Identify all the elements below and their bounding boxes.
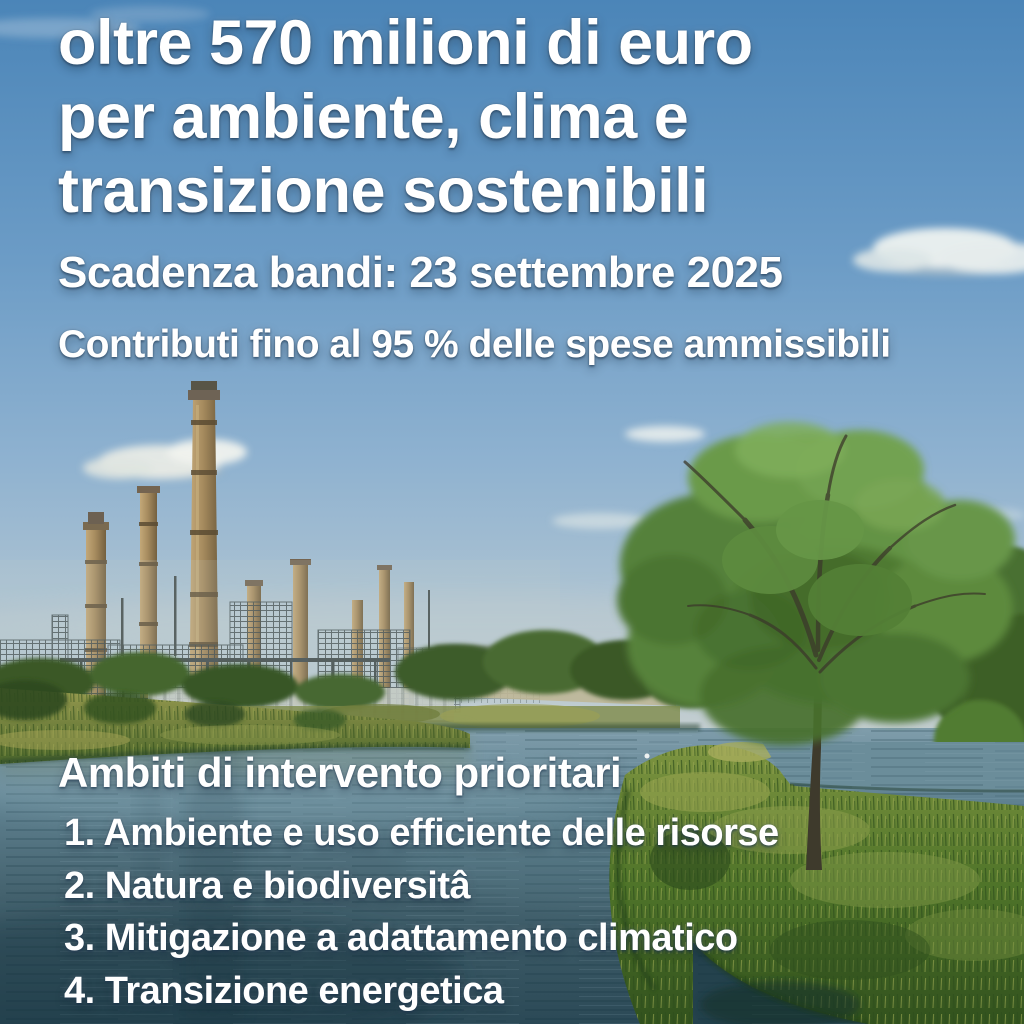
far-water-strip <box>762 742 1024 791</box>
deadline-text: Scadenza bandi: 23 settembre 2025 <box>58 248 783 297</box>
priority-area-item: 4. Transizione energetica <box>64 969 504 1012</box>
priority-area-item: 3. Mitigazione a adattamento climatico <box>64 917 738 959</box>
priority-areas-list <box>64 807 779 1017</box>
title-line-2: per ambiente, clima e <box>58 82 689 152</box>
title-line-3: transizione sostenibili <box>58 156 709 226</box>
page-title <box>58 6 753 228</box>
priority-area-item: 2. Natura e biodiversitâ <box>64 864 471 907</box>
section-heading: Ambiti di intervento prioritari <box>58 749 622 796</box>
priority-area-item: 1. Ambiente e uso efficiente delle risorse <box>64 812 779 854</box>
white-bird-dot <box>645 754 650 759</box>
funding-text: Contributi fino al 95 % delle spese ammissibili <box>58 323 891 366</box>
title-line-1: oltre 570 milioni di euro <box>58 8 753 78</box>
